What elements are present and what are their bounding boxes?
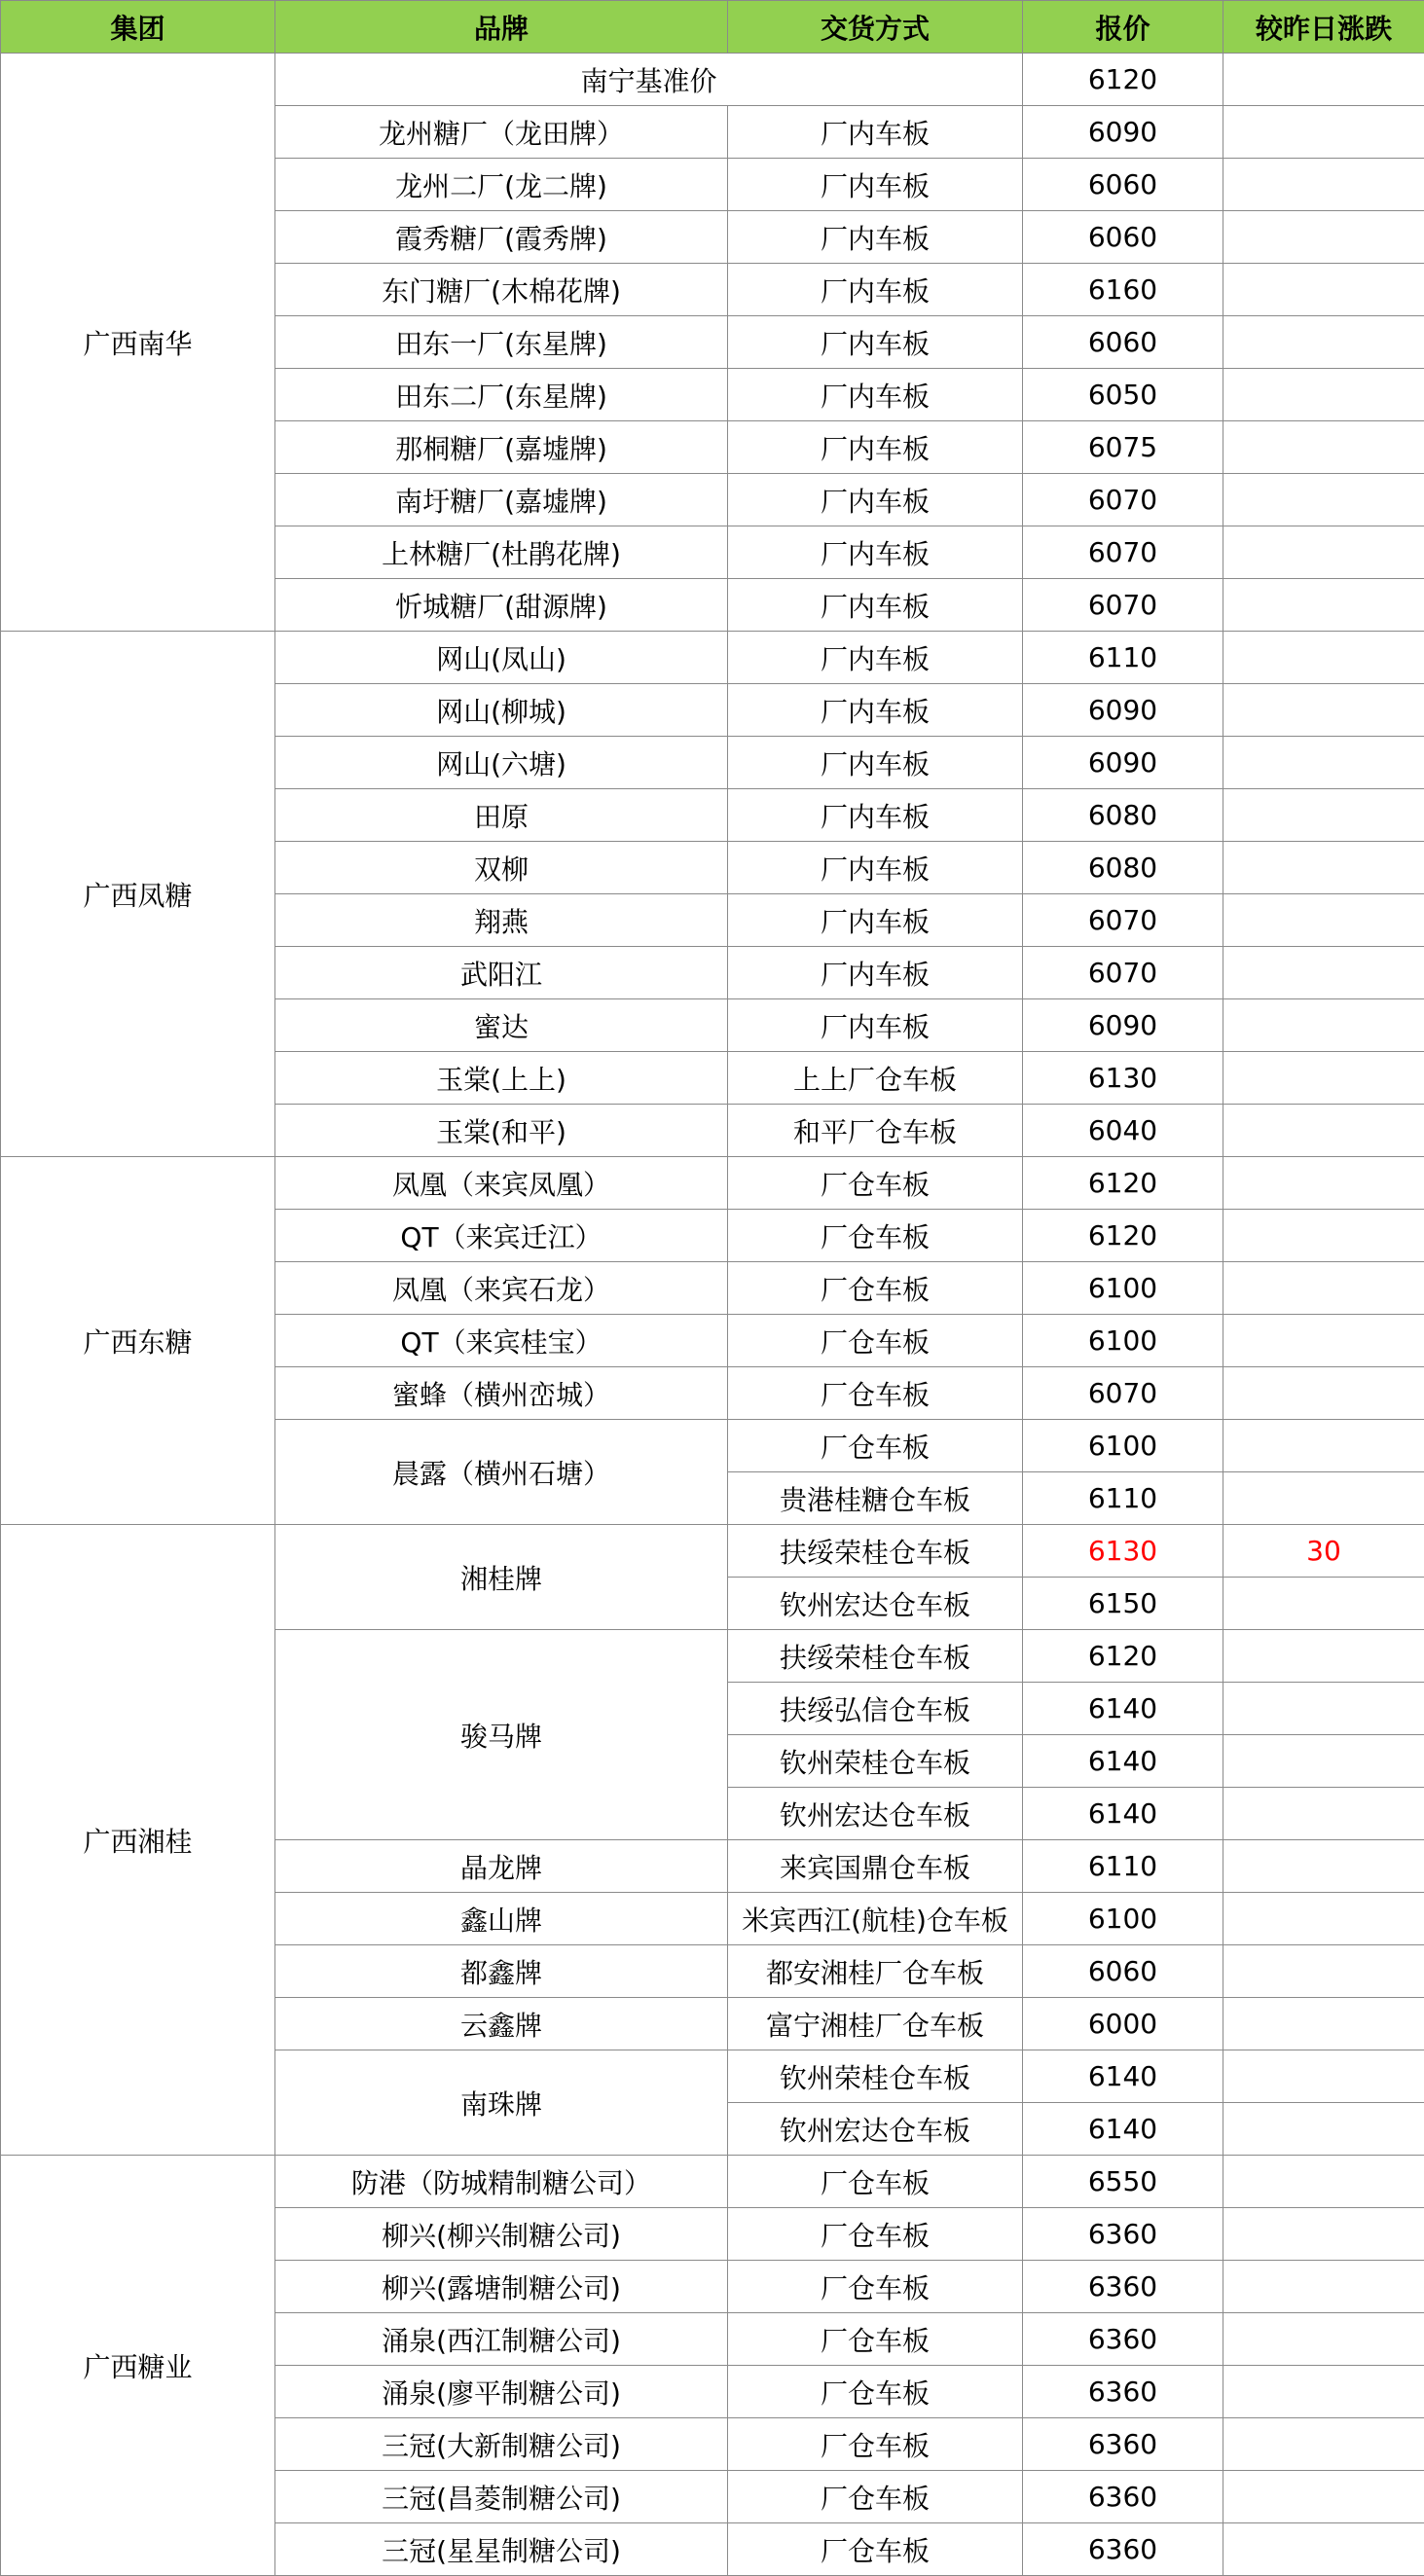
delivery-cell: 厂仓车板 bbox=[728, 2418, 1023, 2471]
brand-cell: 网山(凤山) bbox=[275, 632, 728, 684]
brand-cell: 那桐糖厂(嘉墟牌) bbox=[275, 421, 728, 474]
header-change: 较昨日涨跌 bbox=[1223, 1, 1424, 54]
price-cell: 6100 bbox=[1023, 1893, 1223, 1945]
delivery-cell: 米宾西江(航桂)仓车板 bbox=[728, 1893, 1023, 1945]
price-cell: 6070 bbox=[1023, 894, 1223, 947]
delivery-cell: 厂内车板 bbox=[728, 526, 1023, 579]
delivery-cell: 钦州宏达仓车板 bbox=[728, 1788, 1023, 1840]
brand-cell: QT（来宾桂宝） bbox=[275, 1315, 728, 1367]
change-cell bbox=[1223, 106, 1424, 159]
brand-cell: 涌泉(西江制糖公司) bbox=[275, 2313, 728, 2366]
price-cell: 6110 bbox=[1023, 1840, 1223, 1893]
change-cell bbox=[1223, 211, 1424, 264]
change-cell bbox=[1223, 2261, 1424, 2313]
delivery-cell: 厂内车板 bbox=[728, 369, 1023, 421]
price-cell: 6140 bbox=[1023, 2050, 1223, 2103]
change-cell bbox=[1223, 2156, 1424, 2208]
price-cell: 6140 bbox=[1023, 1683, 1223, 1735]
delivery-cell: 厂内车板 bbox=[728, 264, 1023, 316]
price-cell: 6130 bbox=[1023, 1052, 1223, 1105]
delivery-cell: 厂仓车板 bbox=[728, 1315, 1023, 1367]
brand-cell: 骏马牌 bbox=[275, 1630, 728, 1840]
delivery-cell: 钦州宏达仓车板 bbox=[728, 2103, 1023, 2156]
delivery-cell: 钦州荣桂仓车板 bbox=[728, 1735, 1023, 1788]
price-cell: 6110 bbox=[1023, 1472, 1223, 1525]
delivery-cell: 厂仓车板 bbox=[728, 1420, 1023, 1472]
price-cell: 6100 bbox=[1023, 1262, 1223, 1315]
delivery-cell: 钦州荣桂仓车板 bbox=[728, 2050, 1023, 2103]
change-cell bbox=[1223, 2471, 1424, 2523]
change-cell bbox=[1223, 1578, 1424, 1630]
change-cell bbox=[1223, 1893, 1424, 1945]
delivery-cell: 厂内车板 bbox=[728, 211, 1023, 264]
price-cell: 6100 bbox=[1023, 1315, 1223, 1367]
brand-cell: 武阳江 bbox=[275, 947, 728, 999]
change-cell bbox=[1223, 421, 1424, 474]
brand-cell: 都鑫牌 bbox=[275, 1945, 728, 1998]
delivery-cell: 贵港桂糖仓车板 bbox=[728, 1472, 1023, 1525]
change-cell bbox=[1223, 1630, 1424, 1683]
change-cell bbox=[1223, 2523, 1424, 2576]
price-cell: 6150 bbox=[1023, 1578, 1223, 1630]
delivery-cell: 厂仓车板 bbox=[728, 1210, 1023, 1262]
delivery-cell: 厂内车板 bbox=[728, 842, 1023, 894]
price-cell: 6360 bbox=[1023, 2313, 1223, 2366]
group-cell: 广西凤糖 bbox=[1, 632, 275, 1157]
price-cell: 6075 bbox=[1023, 421, 1223, 474]
change-cell bbox=[1223, 2313, 1424, 2366]
delivery-cell: 都安湘桂厂仓车板 bbox=[728, 1945, 1023, 1998]
price-cell: 6090 bbox=[1023, 684, 1223, 737]
change-cell bbox=[1223, 894, 1424, 947]
brand-cell: 柳兴(露塘制糖公司) bbox=[275, 2261, 728, 2313]
price-cell: 6060 bbox=[1023, 159, 1223, 211]
group-cell: 广西湘桂 bbox=[1, 1525, 275, 2156]
brand-cell: 双柳 bbox=[275, 842, 728, 894]
delivery-cell: 厂内车板 bbox=[728, 579, 1023, 632]
delivery-cell: 厂仓车板 bbox=[728, 2471, 1023, 2523]
change-cell bbox=[1223, 579, 1424, 632]
delivery-cell: 钦州宏达仓车板 bbox=[728, 1578, 1023, 1630]
change-cell bbox=[1223, 264, 1424, 316]
delivery-cell: 厂仓车板 bbox=[728, 2313, 1023, 2366]
brand-cell: QT（来宾迁江） bbox=[275, 1210, 728, 1262]
change-cell bbox=[1223, 999, 1424, 1052]
brand-cell: 南珠牌 bbox=[275, 2050, 728, 2156]
price-cell: 6120 bbox=[1023, 1630, 1223, 1683]
change-cell bbox=[1223, 1210, 1424, 1262]
price-cell: 6120 bbox=[1023, 1210, 1223, 1262]
delivery-cell: 厂仓车板 bbox=[728, 2523, 1023, 2576]
delivery-cell: 厂内车板 bbox=[728, 894, 1023, 947]
brand-cell: 霞秀糖厂(霞秀牌) bbox=[275, 211, 728, 264]
change-cell bbox=[1223, 474, 1424, 526]
group-cell: 广西东糖 bbox=[1, 1157, 275, 1525]
price-cell: 6040 bbox=[1023, 1105, 1223, 1157]
delivery-cell: 厂内车板 bbox=[728, 737, 1023, 789]
delivery-cell: 上上厂仓车板 bbox=[728, 1052, 1023, 1105]
delivery-cell: 和平厂仓车板 bbox=[728, 1105, 1023, 1157]
group-cell: 广西南华 bbox=[1, 54, 275, 632]
price-cell: 6140 bbox=[1023, 2103, 1223, 2156]
price-cell: 6090 bbox=[1023, 737, 1223, 789]
table-row bbox=[1, 54, 1424, 106]
change-cell bbox=[1223, 632, 1424, 684]
header-row bbox=[1, 1, 1424, 54]
brand-cell: 湘桂牌 bbox=[275, 1525, 728, 1630]
price-cell: 6360 bbox=[1023, 2523, 1223, 2576]
change-cell bbox=[1223, 684, 1424, 737]
brand-cell: 蜜达 bbox=[275, 999, 728, 1052]
price-cell: 6070 bbox=[1023, 526, 1223, 579]
change-cell bbox=[1223, 1840, 1424, 1893]
change-cell bbox=[1223, 526, 1424, 579]
brand-cell: 三冠(大新制糖公司) bbox=[275, 2418, 728, 2471]
price-cell: 6360 bbox=[1023, 2418, 1223, 2471]
delivery-cell: 扶绥弘信仓车板 bbox=[728, 1683, 1023, 1735]
delivery-cell: 厂内车板 bbox=[728, 999, 1023, 1052]
change-cell: 30 bbox=[1223, 1525, 1424, 1578]
price-cell: 6140 bbox=[1023, 1735, 1223, 1788]
brand-cell: 上林糖厂(杜鹃花牌) bbox=[275, 526, 728, 579]
delivery-cell: 厂仓车板 bbox=[728, 1262, 1023, 1315]
price-cell: 6100 bbox=[1023, 1420, 1223, 1472]
brand-cell: 玉棠(上上) bbox=[275, 1052, 728, 1105]
brand-cell: 网山(六塘) bbox=[275, 737, 728, 789]
header-delivery: 交货方式 bbox=[728, 1, 1023, 54]
brand-cell: 蜜蜂（横州峦城） bbox=[275, 1367, 728, 1420]
price-cell: 6360 bbox=[1023, 2366, 1223, 2418]
change-cell bbox=[1223, 1735, 1424, 1788]
change-cell bbox=[1223, 737, 1424, 789]
brand-cell: 柳兴(柳兴制糖公司) bbox=[275, 2208, 728, 2261]
group-cell: 广西糖业 bbox=[1, 2156, 275, 2576]
delivery-cell: 厂仓车板 bbox=[728, 1157, 1023, 1210]
brand-cell: 忻城糖厂(甜源牌) bbox=[275, 579, 728, 632]
delivery-cell: 厂仓车板 bbox=[728, 2156, 1023, 2208]
header-brand: 品牌 bbox=[275, 1, 728, 54]
change-cell bbox=[1223, 159, 1424, 211]
delivery-cell: 厂仓车板 bbox=[728, 1367, 1023, 1420]
brand-cell: 防港（防城精制糖公司） bbox=[275, 2156, 728, 2208]
change-cell bbox=[1223, 1998, 1424, 2050]
brand-cell: 田原 bbox=[275, 789, 728, 842]
brand-cell: 晨露（横州石塘） bbox=[275, 1420, 728, 1525]
delivery-cell: 厂内车板 bbox=[728, 789, 1023, 842]
delivery-cell: 厂仓车板 bbox=[728, 2366, 1023, 2418]
price-cell: 6070 bbox=[1023, 947, 1223, 999]
brand-cell: 三冠(星星制糖公司) bbox=[275, 2523, 728, 2576]
delivery-cell: 厂内车板 bbox=[728, 106, 1023, 159]
delivery-cell: 厂内车板 bbox=[728, 632, 1023, 684]
delivery-cell: 厂仓车板 bbox=[728, 2208, 1023, 2261]
price-cell: 6080 bbox=[1023, 842, 1223, 894]
benchmark-label-cell: 南宁基准价 bbox=[275, 54, 1023, 106]
price-cell: 6060 bbox=[1023, 316, 1223, 369]
brand-cell: 东门糖厂(木棉花牌) bbox=[275, 264, 728, 316]
table-body bbox=[1, 54, 1424, 2576]
delivery-cell: 厂内车板 bbox=[728, 159, 1023, 211]
brand-cell: 田东一厂(东星牌) bbox=[275, 316, 728, 369]
change-cell bbox=[1223, 1472, 1424, 1525]
brand-cell: 鑫山牌 bbox=[275, 1893, 728, 1945]
price-cell: 6130 bbox=[1023, 1525, 1223, 1578]
brand-cell: 龙州二厂(龙二牌) bbox=[275, 159, 728, 211]
change-cell bbox=[1223, 1315, 1424, 1367]
change-cell bbox=[1223, 2103, 1424, 2156]
delivery-cell: 厂内车板 bbox=[728, 421, 1023, 474]
price-cell: 6000 bbox=[1023, 1998, 1223, 2050]
price-cell: 6160 bbox=[1023, 264, 1223, 316]
table-header bbox=[1, 1, 1424, 54]
change-cell bbox=[1223, 1367, 1424, 1420]
delivery-cell: 厂内车板 bbox=[728, 316, 1023, 369]
price-cell: 6090 bbox=[1023, 106, 1223, 159]
delivery-cell: 扶绥荣桂仓车板 bbox=[728, 1525, 1023, 1578]
price-cell: 6550 bbox=[1023, 2156, 1223, 2208]
price-cell: 6080 bbox=[1023, 789, 1223, 842]
change-cell bbox=[1223, 316, 1424, 369]
price-cell: 6120 bbox=[1023, 54, 1223, 106]
brand-cell: 翔燕 bbox=[275, 894, 728, 947]
price-cell: 6360 bbox=[1023, 2261, 1223, 2313]
header-price: 报价 bbox=[1023, 1, 1223, 54]
brand-cell: 玉棠(和平) bbox=[275, 1105, 728, 1157]
delivery-cell: 富宁湘桂厂仓车板 bbox=[728, 1998, 1023, 2050]
brand-cell: 网山(柳城) bbox=[275, 684, 728, 737]
brand-cell: 凤凰（来宾凤凰） bbox=[275, 1157, 728, 1210]
change-cell bbox=[1223, 1683, 1424, 1735]
price-cell: 6360 bbox=[1023, 2471, 1223, 2523]
change-cell bbox=[1223, 2208, 1424, 2261]
delivery-cell: 厂内车板 bbox=[728, 474, 1023, 526]
price-cell: 6070 bbox=[1023, 1367, 1223, 1420]
table-row bbox=[1, 1157, 1424, 1210]
brand-cell: 田东二厂(东星牌) bbox=[275, 369, 728, 421]
header-group: 集团 bbox=[1, 1, 275, 54]
brand-cell: 凤凰（来宾石龙） bbox=[275, 1262, 728, 1315]
change-cell bbox=[1223, 369, 1424, 421]
brand-cell: 云鑫牌 bbox=[275, 1998, 728, 2050]
change-cell bbox=[1223, 947, 1424, 999]
change-cell bbox=[1223, 2366, 1424, 2418]
change-cell bbox=[1223, 789, 1424, 842]
change-cell bbox=[1223, 54, 1424, 106]
table-row bbox=[1, 1525, 1424, 1578]
change-cell bbox=[1223, 1788, 1424, 1840]
change-cell bbox=[1223, 1945, 1424, 1998]
delivery-cell: 扶绥荣桂仓车板 bbox=[728, 1630, 1023, 1683]
change-cell bbox=[1223, 1157, 1424, 1210]
brand-cell: 三冠(昌菱制糖公司) bbox=[275, 2471, 728, 2523]
delivery-cell: 来宾国鼎仓车板 bbox=[728, 1840, 1023, 1893]
change-cell bbox=[1223, 1052, 1424, 1105]
brand-cell: 南圩糖厂(嘉墟牌) bbox=[275, 474, 728, 526]
price-cell: 6090 bbox=[1023, 999, 1223, 1052]
delivery-cell: 厂内车板 bbox=[728, 684, 1023, 737]
table-row bbox=[1, 2156, 1424, 2208]
delivery-cell: 厂内车板 bbox=[728, 947, 1023, 999]
price-cell: 6070 bbox=[1023, 474, 1223, 526]
price-cell: 6110 bbox=[1023, 632, 1223, 684]
brand-cell: 龙州糖厂（龙田牌） bbox=[275, 106, 728, 159]
change-cell bbox=[1223, 1262, 1424, 1315]
price-cell: 6060 bbox=[1023, 211, 1223, 264]
change-cell bbox=[1223, 2418, 1424, 2471]
change-cell bbox=[1223, 2050, 1424, 2103]
brand-cell: 涌泉(廖平制糖公司) bbox=[275, 2366, 728, 2418]
price-cell: 6060 bbox=[1023, 1945, 1223, 1998]
change-cell bbox=[1223, 1105, 1424, 1157]
delivery-cell: 厂仓车板 bbox=[728, 2261, 1023, 2313]
price-cell: 6140 bbox=[1023, 1788, 1223, 1840]
change-cell bbox=[1223, 842, 1424, 894]
change-cell bbox=[1223, 1420, 1424, 1472]
price-cell: 6050 bbox=[1023, 369, 1223, 421]
table-row bbox=[1, 632, 1424, 684]
price-cell: 6120 bbox=[1023, 1157, 1223, 1210]
price-cell: 6360 bbox=[1023, 2208, 1223, 2261]
price-cell: 6070 bbox=[1023, 579, 1223, 632]
brand-cell: 晶龙牌 bbox=[275, 1840, 728, 1893]
